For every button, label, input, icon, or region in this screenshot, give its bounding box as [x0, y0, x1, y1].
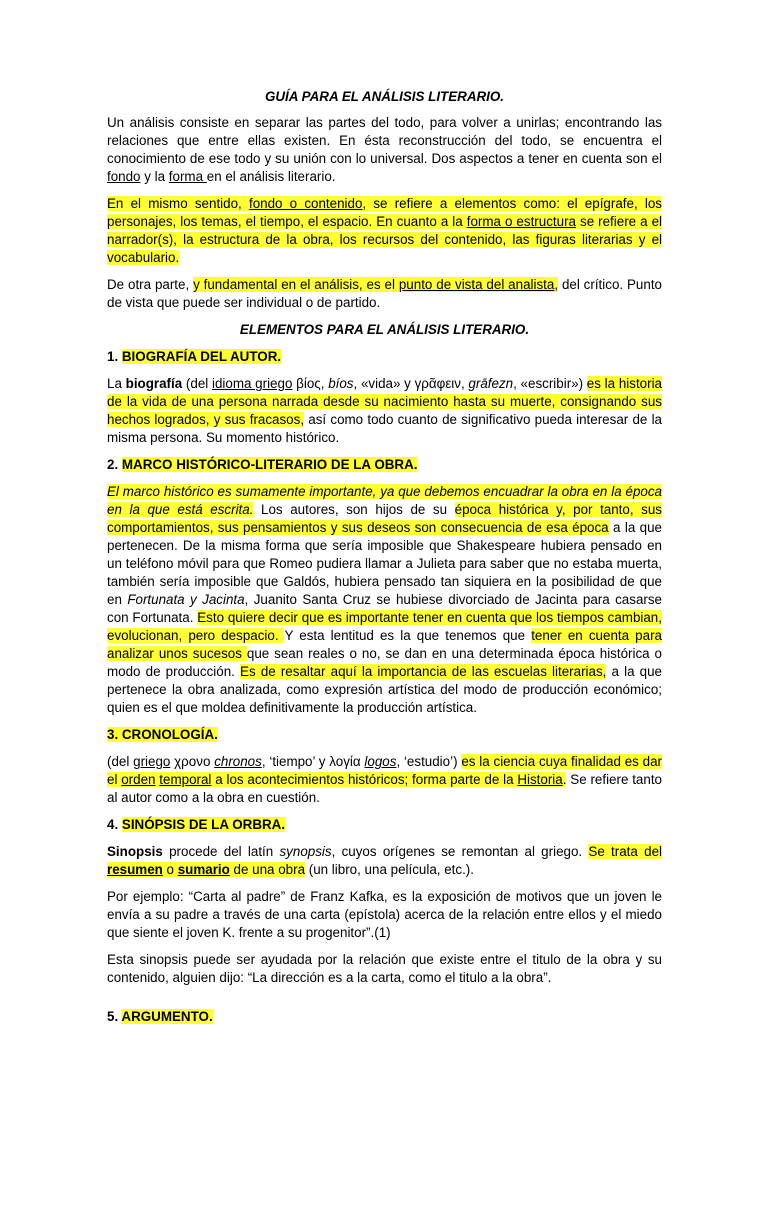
highlighted-text: es la historia de la vida de una persona narrada desde su nacimiento hasta su muerte, consignando sus hechos logrados, y sus fracasos, [107, 376, 662, 427]
text-run: Se refiere tanto al autor como a la obra en cuestión. [107, 772, 662, 805]
example-paragraph: Por ejemplo: “Carta al padre” de Franz Kafka, es la exposición de motivos que un joven le envía a su padre a través de una carta (epístola) acerca de la relación entre ellos y el miedo que siente el joven K. frente a su progenitor”.(1) [107, 889, 662, 940]
punto-de-vista-paragraph [107, 276, 662, 312]
bold-term: Sinopsis [107, 844, 163, 859]
fondo-forma-paragraph [107, 195, 662, 267]
underlined-term: idioma griego [212, 376, 293, 391]
text-run: y la [140, 169, 169, 184]
marco-historico-paragraph [107, 483, 662, 717]
text-run: (un libro, una película, etc.). [305, 862, 474, 877]
heading-label: SINÓPSIS DE LA ORBRA. [121, 817, 286, 832]
text-run: βίος, [292, 376, 329, 391]
text-run: , «escribir») [513, 376, 587, 391]
highlighted-text: a los acontecimientos históricos; forma parte de la [211, 772, 518, 787]
text-run: , ‘estudio’) [396, 754, 462, 769]
sinopsis-note-paragraph: Esta sinopsis puede ser ayudada por la relación que existe entre el titulo de la obra y su contenido, alguien dijo: “La dirección es a la carta, como el titulo a la obra”. [107, 952, 662, 985]
text-run: (del [107, 754, 134, 769]
text-run: en el análisis literario. [206, 169, 336, 184]
italic-term: bíos [328, 376, 354, 391]
highlighted-text: En el mismo sentido, [107, 196, 249, 211]
highlighted-text: Es de resaltar aquí la importancia de las escuelas literarias, [240, 664, 607, 679]
highlighted-text: tener en cuenta para analizar unos sucesos [107, 628, 662, 661]
text-run: que sean reales o no, se dan en una determinada época histórica o modo de producción. [107, 646, 662, 679]
highlighted-text: y fundamental en el análisis, es el [193, 277, 399, 292]
highlighted-text: o [162, 862, 178, 877]
heading-marco-historico [107, 456, 662, 474]
italic-term: synopsis [279, 844, 332, 859]
text-run: (del [182, 376, 212, 391]
highlighted-text: , [554, 277, 559, 292]
text-run: De otra parte, [107, 277, 194, 292]
heading-number: 5. [107, 1009, 122, 1024]
text-run: a la que pertenecen. De la misma forma que sería imposible que Shakespeare hubiera pensado en un teléfono móvil para que Romeo pudiera llamar a Julieta para saber que no estaba muerta, también sería imposible que Galdós, hubiera pensado tan siquiera en la posibilidad de que en [107, 520, 663, 607]
heading-sinopsis [107, 816, 662, 834]
heading-label: 3. CRONOLOGÍA. [107, 727, 218, 742]
heading-label: ARGUMENTO. [121, 1009, 213, 1024]
document-title: GUÍA PARA EL ANÁLISIS LITERARIO. [264, 89, 505, 104]
highlighted-text: Se trata del [588, 844, 662, 859]
heading-number: 1. [107, 349, 122, 364]
text-run: , ‘tiempo’ y λογία [261, 754, 365, 769]
document-page [107, 88, 662, 1035]
italic-term: grāfezn [468, 376, 514, 391]
underlined-term: griego [133, 754, 171, 769]
spacer [107, 996, 662, 1008]
sinopsis-paragraph [107, 843, 662, 879]
heading-argumento [107, 1008, 662, 1026]
text-run: La [107, 376, 126, 391]
text-run: Los autores, son hijos de su [253, 502, 455, 517]
text-run: así como todo cuanto de significativo pueda interesar de la misma persona. Su momento histórico. [107, 412, 663, 445]
underlined-term: orden [121, 772, 156, 787]
highlighted-text: época histórica y, por tanto, sus comportamientos, sus pensamientos y sus deseos son consecuencia de esa época [107, 502, 662, 535]
heading-biografia [107, 348, 662, 366]
text-run: , cuyos orígenes se remontan al griego. [331, 844, 589, 859]
highlighted-text: El marco histórico es sumamente importante, ya que debemos encuadrar la obra en la época en la que está escrita. [107, 484, 662, 517]
heading-label: BIOGRAFÍA DEL AUTOR. [121, 349, 282, 364]
italic-underlined-term: chronos [214, 754, 262, 769]
highlighted-text: es la ciencia cuya finalidad es dar el [107, 754, 663, 787]
underlined-term: forma o estructura [466, 214, 576, 229]
underlined-term: fondo o contenido [248, 196, 363, 211]
highlighted-text: se refiere a el narrador(s), la estructura de la obra, los recursos del contenido, las figuras literarias y el vocabulario. [107, 214, 662, 265]
text-run: χρονο [170, 754, 215, 769]
text-run: , «vida» y γρᾶφειν, [353, 376, 469, 391]
biografia-paragraph [107, 375, 662, 447]
underlined-term: fondo [107, 169, 141, 184]
text-run: procede del latín [162, 844, 280, 859]
italic-underlined-term: logos [364, 754, 397, 769]
highlighted-text: , se refiere a elementos como: el epígrafe, los personajes, los temas, el tiempo, el espacio. En cuanto a la [107, 196, 662, 229]
heading-cronologia [107, 726, 662, 744]
bold-term: biografía [125, 376, 183, 391]
intro-paragraph [107, 114, 662, 186]
text-run: , Juanito Santa Cruz se hubiese divorciado de Jacinta para casarse con Fortunata. [107, 592, 662, 625]
underlined-term: temporal [159, 772, 212, 787]
text-run: Y esta lentitud es la que tenemos que [284, 628, 532, 643]
heading-number: 2. [107, 457, 122, 472]
highlighted-text: . [562, 772, 567, 787]
heading-number: 4. [107, 817, 122, 832]
cronologia-paragraph [107, 753, 662, 807]
text-run: del crítico. Punto de vista que puede ser individual o de partido. [107, 277, 662, 310]
section-subtitle: ELEMENTOS PARA EL ANÁLISIS LITERARIO. [239, 322, 530, 337]
underlined-term: punto de vista del analista [398, 277, 555, 292]
underlined-term: forma [168, 169, 207, 184]
italic-term: Fortunata y Jacinta [127, 592, 245, 607]
underlined-term: Historia [517, 772, 563, 787]
highlighted-text: de una obra [229, 862, 306, 877]
bold-underlined-term: sumario [177, 862, 230, 877]
text-run: Un análisis consiste en separar las partes del todo, para volver a unirlas; encontrando las relaciones que entre ellas existen. En ésta reconstrucción del todo, se encuentra el conocimiento de ese todo y su unión con lo universal. Dos aspectos a tener en cuenta son el [107, 115, 662, 166]
highlighted-text: Esto quiere decir que es importante tener en cuenta que los tiempos cambian, evolucionan, pero despacio. [107, 610, 662, 643]
text-run: a la que pertenece la obra analizada, como expresión artística del modo de producción económico; quien es el que moldea definitivamente la producción artística. [107, 664, 663, 715]
bold-underlined-term: resumen [107, 862, 163, 877]
heading-label: MARCO HISTÓRICO-LITERARIO DE LA OBRA. [121, 457, 418, 472]
